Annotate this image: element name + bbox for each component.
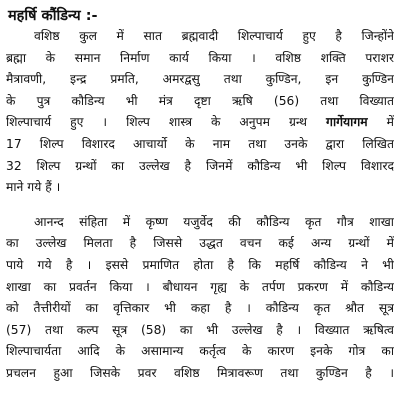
text-line: ब्रह्मा के समान निर्माण कार्य किया । वशिष्ठ शक्ति पराशर (6, 50, 394, 65)
text-line: 17 शिल्प विशारद आचार्यो के नाम तथा उनके द्वारा लिखित (6, 136, 394, 151)
text-line: शाखा का प्रवर्तन किया । बौधायन गृह्य के तर्पण प्रकरण में कौडिन्य (6, 279, 394, 294)
text-line: प्रचलन हुआ जिसके प्रवर वशिष्ठ मित्रावरूण तथा कुण्डिन है । (6, 365, 394, 380)
paragraph-1 (6, 26, 394, 199)
text-line: का उल्लेख मिलता है जिससे उद्धत वचन कई अन्य ग्रन्थों में (6, 236, 394, 251)
paragraph-2 (6, 212, 394, 385)
text-line: मैत्रावणी, इन्द्र प्रमति, अमरद्वसु तथा कुण्डिन, इन कुण्डिन (6, 72, 394, 87)
text-line: (57) तथा कल्प सूत्र (58) का भी उल्लेख है । विख्यात ऋषित्व (6, 322, 394, 337)
text-line: आनन्द संहिता में कृष्ण यजुर्वेद की कौडिन्य कृत गौत्र शाखा (34, 214, 394, 229)
text-line (6, 112, 394, 134)
text-segment: शिल्पाचार्य हुए । शिल्प शास्त्र के अनुपम ग्रन्थ (6, 115, 327, 130)
text-segment: में (367, 115, 394, 130)
section-heading: महर्षि कौंडिन्य :- (8, 8, 98, 24)
text-line: को तैत्तीरीयों का वृत्तिकार भी कहा है । कौडिन्य कृत श्रौत सूत्र (6, 301, 394, 316)
text-line: 32 शिल्प ग्रन्थों का उल्लेख है जिनमें कौडिन्य भी शिल्प विशारद (6, 158, 394, 173)
bold-term: गार्गेयागम (326, 115, 368, 130)
text-line: माने गये हैं । (6, 180, 61, 195)
text-line: पाये गये है । इससे प्रमाणित होता है कि महर्षि कौडिन्य ने भी (6, 257, 394, 272)
text-line: के पुत्र कौडिन्य भी मंत्र दृष्टा ऋषि (56) तथा विख्यात (6, 93, 394, 108)
text-line: शिल्पाचार्यता आदि के असामान्य कर्तृत्व के कारण इनके गोत्र का (6, 344, 394, 359)
text-line: वशिष्ठ कुल में सात ब्रह्मवादी शिल्पाचार्य हुए है जिन्होंने (34, 29, 394, 43)
